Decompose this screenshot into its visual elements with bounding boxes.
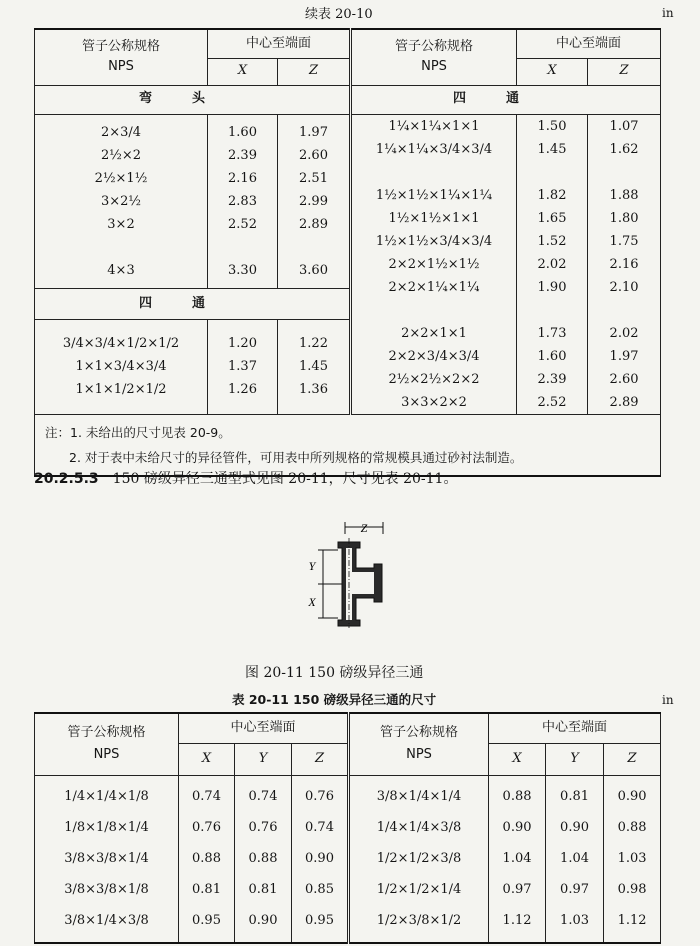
table-cell: 3/8×3/8×1/8 [64, 882, 149, 898]
table-cell: 1.50 [537, 118, 567, 134]
section-paragraph [34, 468, 457, 488]
continued-table-caption: 续表 20-10 [305, 7, 373, 22]
table-cell: 1.22 [299, 336, 328, 352]
table-cell: 0.90 [502, 820, 532, 836]
table-cell: 3/4×3/4×1/2×1/2 [62, 336, 180, 352]
t2-header-y-right: Y [546, 743, 604, 775]
table-cell: 3/8×1/4×1/4 [376, 789, 462, 805]
cross-left-x-col [208, 320, 278, 414]
table-cell: 1¼×1¼×3/4×3/4 [375, 141, 493, 157]
table-cell: 4×3 [107, 262, 135, 278]
table-cell: 1.04 [502, 851, 532, 867]
table-notes [35, 414, 661, 476]
table-cell: 1.97 [609, 348, 639, 364]
table-cell: 2½×2 [100, 147, 142, 163]
table-cell: 0.74 [192, 789, 221, 805]
table-cell: 1.80 [609, 210, 639, 226]
table-cell: 1.88 [609, 187, 639, 203]
table-cell: 3/8×1/4×3/8 [64, 913, 149, 929]
table-cell: 0.76 [248, 820, 278, 836]
table-cell: 1.60 [537, 348, 567, 364]
cross-x-col [517, 114, 588, 414]
table-20-11 [34, 712, 661, 944]
table-cell: 0.90 [305, 851, 334, 867]
table-cell: 1.90 [537, 279, 567, 295]
table-cell: 0.74 [248, 789, 278, 805]
table-20-11-caption: 表 20-11 150 磅级异径三通的尺寸 [232, 692, 437, 707]
t2-left-x-col [179, 775, 235, 943]
header-center-right: 中心至端面 [517, 29, 661, 58]
table-cell: 2.02 [537, 256, 567, 272]
t2-header-size-left: 管子公称规格 NPS [35, 713, 179, 775]
table-cell: 3.60 [299, 262, 328, 278]
table-cell: 1.12 [617, 913, 647, 929]
table-20-10 [34, 28, 661, 477]
table-cell: 1½×1½×3/4×3/4 [375, 233, 493, 249]
table-cell: 0.81 [560, 789, 589, 805]
table-cell: 2.60 [299, 147, 328, 163]
table-cell: 1.60 [228, 124, 257, 140]
table-cell: 0.81 [192, 882, 221, 898]
table-cell: 0.90 [248, 913, 278, 929]
table-cell: 2.60 [609, 371, 639, 387]
table-cell: 2.02 [609, 325, 639, 341]
table-cell: 1.45 [537, 141, 567, 157]
t2-right-y-col [546, 775, 604, 943]
table-cell: 1.04 [560, 851, 589, 867]
table-cell: 0.97 [502, 882, 532, 898]
table-cell: 2×2×3/4×3/4 [388, 348, 480, 364]
cross-nps-col [351, 114, 517, 414]
elbow-nps-col [35, 114, 208, 289]
t2-header-size-right: 管子公称规格 NPS [349, 713, 489, 775]
table-cell: 1.62 [609, 141, 639, 157]
table-cell: 1/4×1/4×1/8 [64, 789, 149, 805]
table-cell: 1.12 [502, 913, 532, 929]
header-z-right: Z [588, 58, 661, 85]
table-cell: 1.45 [299, 359, 328, 375]
table-cell: 2.10 [609, 279, 639, 295]
table-cell: 0.98 [617, 882, 647, 898]
section-cross-right: 四通 [351, 85, 661, 114]
header-size-left: 管子公称规格 NPS [35, 29, 208, 85]
table-cell: 3/8×3/8×1/4 [64, 851, 149, 867]
t2-right-nps-col [349, 775, 489, 943]
table-cell: 3×3×2×2 [401, 394, 467, 410]
table-cell: 0.76 [192, 820, 221, 836]
cross-left-z-col [278, 320, 351, 414]
table-20-11-unit: in [662, 693, 674, 707]
table-cell: 0.90 [560, 820, 589, 836]
header-center-left: 中心至端面 [208, 29, 351, 58]
table-cell: 1.26 [228, 382, 257, 398]
t2-header-x-right: X [489, 743, 546, 775]
table-cell: 0.95 [305, 913, 334, 929]
cross-left-nps-col [35, 320, 208, 414]
table-cell: 2.39 [537, 371, 567, 387]
table-cell: 1.65 [537, 210, 567, 226]
table-cell: 1×1×3/4×3/4 [75, 359, 167, 375]
table-cell: 0.85 [305, 882, 334, 898]
table-cell: 2½×1½ [94, 170, 148, 186]
note-2: 2. 对于表中未给尺寸的异径管件，可用表中所列规格的常规模具通过砂衬法制造。 [69, 449, 523, 465]
table-cell: 0.74 [305, 820, 334, 836]
table-cell: 1/8×1/8×1/4 [64, 820, 149, 836]
table-cell: 2.89 [299, 216, 328, 232]
table-cell: 1/2×3/8×1/2 [376, 913, 462, 929]
table-cell: 2.99 [299, 193, 328, 209]
table-cell: 1.03 [560, 913, 589, 929]
table-cell: 3.30 [228, 262, 257, 278]
t2-header-x-left: X [179, 743, 235, 775]
section-text: 150 磅级异径三通型式见图 20-11，尺寸见表 20-11。 [112, 471, 458, 487]
table-cell: 2.39 [228, 147, 257, 163]
table-cell: 3×2½ [100, 193, 142, 209]
section-elbow: 弯头 [35, 85, 351, 114]
table-cell: 3×2 [107, 216, 135, 232]
table-cell: 2×2×1½×1½ [388, 256, 480, 272]
cross-z-col [588, 114, 661, 414]
table-cell: 2×3/4 [100, 124, 142, 140]
t2-header-z-right: Z [604, 743, 661, 775]
table-cell: 1.82 [537, 187, 567, 203]
label-x: X [308, 595, 316, 609]
t2-left-z-col [292, 775, 349, 943]
table-cell: 2.52 [228, 216, 257, 232]
t2-header-y-left: Y [235, 743, 292, 775]
table-cell: 1¼×1¼×1×1 [388, 118, 480, 134]
table-cell: 1½×1½×1×1 [388, 210, 480, 226]
table-cell: 0.88 [502, 789, 532, 805]
section-number: 20.2.5.3 [34, 471, 99, 487]
t2-header-z-left: Z [292, 743, 349, 775]
table-cell: 1.97 [299, 124, 328, 140]
table-cell: 2.16 [228, 170, 257, 186]
header-z-left: Z [278, 58, 351, 85]
figure-caption: 图 20-11 150 磅级异径三通 [245, 665, 424, 681]
table-cell: 1.75 [609, 233, 639, 249]
table-cell: 2×2×1¼×1¼ [388, 279, 480, 295]
table-cell: 1.36 [299, 382, 328, 398]
elbow-z-col [278, 114, 351, 289]
table-cell: 0.88 [617, 820, 647, 836]
tee-bore [346, 548, 374, 620]
table-cell: 1.73 [537, 325, 567, 341]
header-size-right: 管子公称规格 NPS [351, 29, 517, 85]
table-cell: 2.83 [228, 193, 257, 209]
label-y: Y [308, 559, 316, 573]
table-cell: 1.03 [617, 851, 647, 867]
reducing-tee-figure [290, 518, 400, 630]
table-cell: 0.90 [617, 789, 647, 805]
t2-left-y-col [235, 775, 292, 943]
section-cross-left: 四通 [35, 289, 351, 320]
table-cell: 1.52 [537, 233, 567, 249]
header-x-right: X [517, 58, 588, 85]
table-cell: 2.52 [537, 394, 567, 410]
note-1: 注：1. 未给出的尺寸见表 20-9。 [45, 424, 231, 440]
t2-right-z-col [604, 775, 661, 943]
table-cell: 1.37 [228, 359, 257, 375]
table-cell: 2.51 [299, 170, 328, 186]
label-z: Z [360, 521, 368, 535]
table-cell: 1/2×1/2×3/8 [376, 851, 462, 867]
table-cell: 2×2×1×1 [401, 325, 467, 341]
table-cell: 1×1×1/2×1/2 [75, 382, 167, 398]
table-cell: 0.76 [305, 789, 334, 805]
table-cell: 0.97 [560, 882, 589, 898]
table-cell: 2½×2½×2×2 [388, 371, 480, 387]
table-cell: 1.20 [228, 336, 257, 352]
table-cell: 0.81 [248, 882, 278, 898]
table-cell: 2.16 [609, 256, 639, 272]
elbow-x-col [208, 114, 278, 289]
header-x-left: X [208, 58, 278, 85]
t2-header-center-right: 中心至端面 [489, 713, 661, 743]
t2-left-nps-col [35, 775, 179, 943]
table-cell: 1.07 [609, 118, 639, 134]
table-cell: 0.88 [192, 851, 221, 867]
t2-right-x-col [489, 775, 546, 943]
table-cell: 2.89 [609, 394, 639, 410]
table-cell: 0.95 [192, 913, 221, 929]
t2-header-center-left: 中心至端面 [179, 713, 349, 743]
table-cell: 1/2×1/2×1/4 [376, 882, 462, 898]
unit-label: in [662, 6, 674, 20]
table-cell: 1/4×1/4×3/8 [376, 820, 462, 836]
table-cell: 1½×1½×1¼×1¼ [375, 187, 493, 203]
table-cell: 0.88 [248, 851, 278, 867]
